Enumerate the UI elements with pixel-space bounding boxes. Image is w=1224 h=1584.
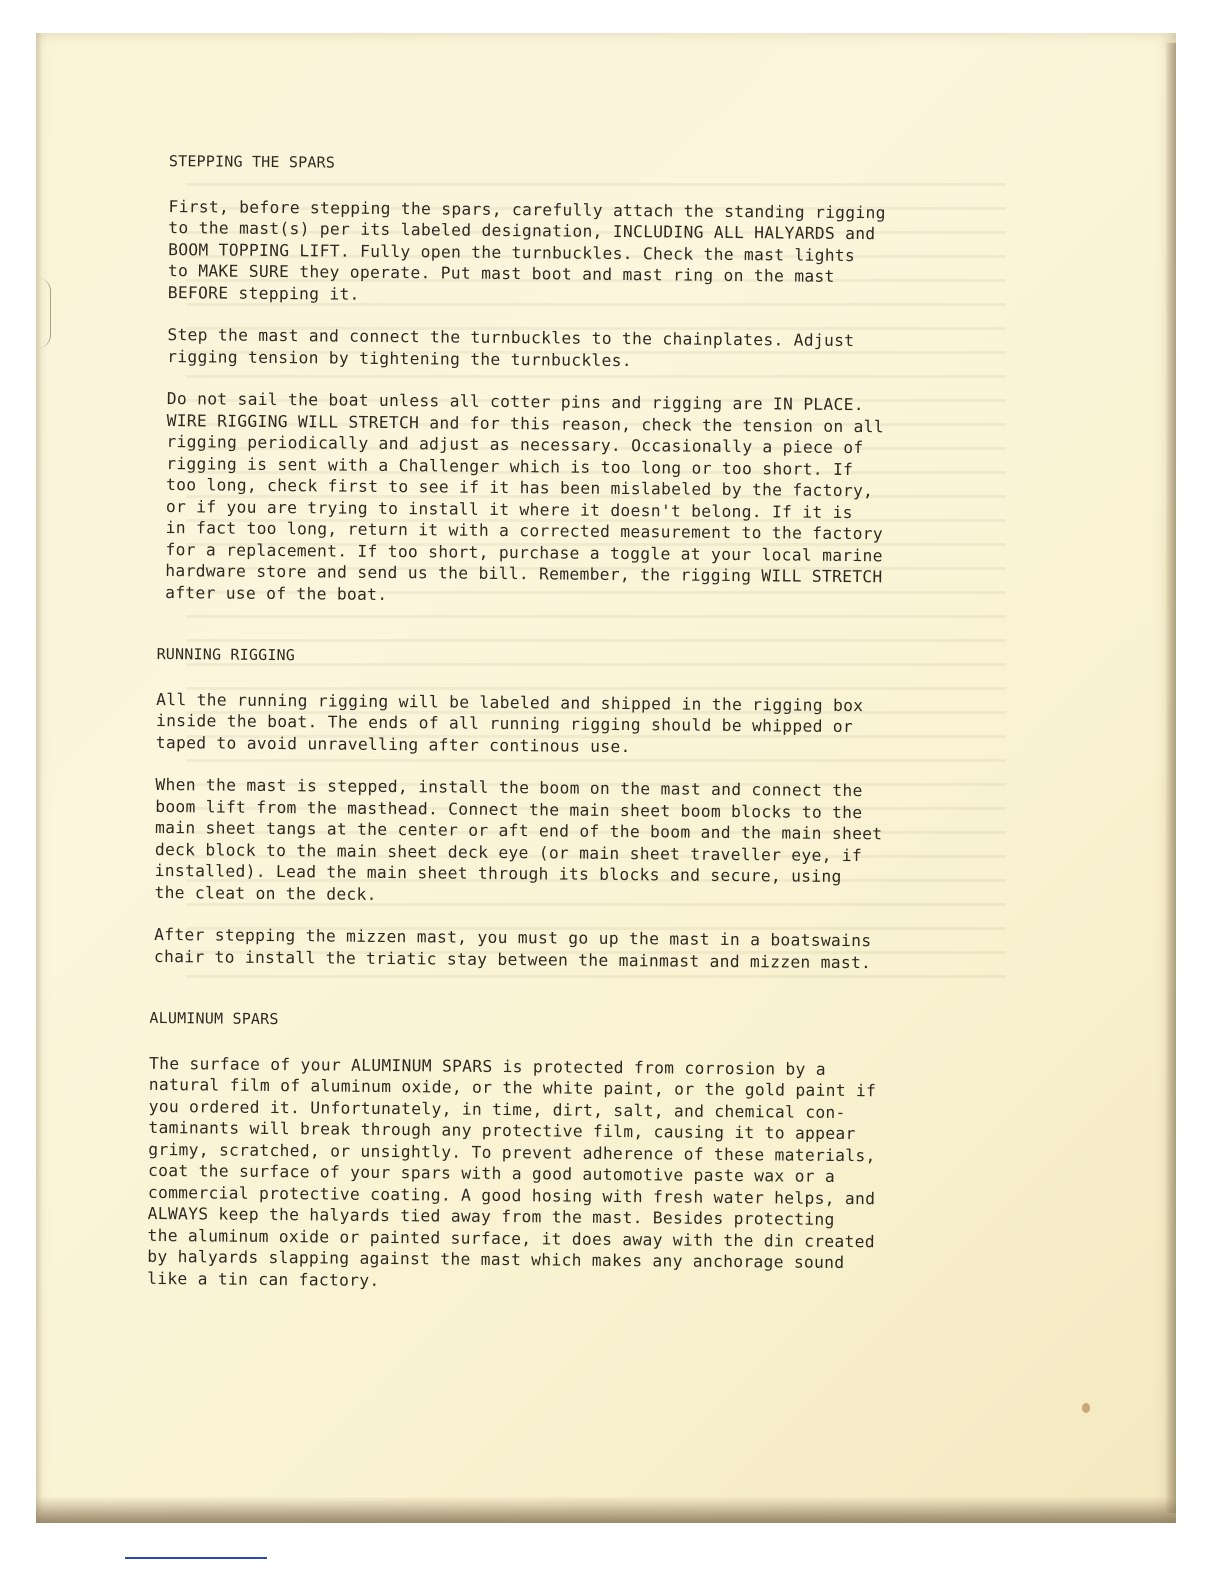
section-heading-stepping-the-spars: STEPPING THE SPARS xyxy=(168,152,336,172)
page-edge-right xyxy=(1166,43,1176,1513)
paragraph: All the running rigging will be labeled and shipped in the rigging box inside the boat. The ends of all running rigging should be whipped or taped to avoid unravelling after continous use. xyxy=(155,689,864,756)
document-body xyxy=(147,151,981,1317)
binding-mark xyxy=(38,278,51,348)
section-heading-aluminum-spars: ALUMINUM SPARS xyxy=(149,1008,279,1029)
section-heading-running-rigging: RUNNING RIGGING xyxy=(156,644,296,665)
stain-mark xyxy=(1082,1403,1090,1413)
footer-rule xyxy=(125,1557,267,1559)
paragraph: After stepping the mizzen mast, you must go up the mast in a boatswains chair to install the triatic stay between the mainmast and mizzen mast. xyxy=(153,924,872,972)
paragraph: Step the mast and connect the turnbuckles to the chainplates. Adjust rigging tension by tightening the turnbuckles. xyxy=(167,325,855,370)
paragraph: Do not sail the boat unless all cotter pins and rigging are IN PLACE. WIRE RIGGING WILL STRETCH and for this reason, check the tension on all rigging periodically and adjust as necessary. Occasionally a piece of rigging is sent with a Challenger which is too long or too short. If too long, check first to see if it has been mislabeled by the factory, or if you are trying to install it where it doesn't belong. If it is in fact too long, return it with a corrected measurement to the factory for a replacement. If too short, purchase a toggle at your local marine hardware store and send us the bill. Remember, the rigging WILL STRETCH after use of the boat. xyxy=(165,389,884,604)
page-edge-left xyxy=(36,33,42,1523)
paragraph: When the mast is stepped, install the boom on the mast and connect the boom lift from the masthead. Connect the main sheet boom blocks to the main sheet tangs at the center or aft end of the boom and the main sheet deck block to the main sheet deck eye (or main sheet traveller eye, if installed). Lead the main sheet through its blocks and secure, using the cleat on the deck. xyxy=(154,774,883,904)
scanned-page xyxy=(36,33,1176,1523)
paragraph: First, before stepping the spars, carefully attach the standing rigging to the mast(s) per its labeled designation, INCLUDING ALL HALYARDS and BOOM TOPPING LIFT. Fully open the turnbuckles. Check the mast lights to MAKE SURE they operate. Put mast boot and mast ring on the mast BEFORE stepping it. xyxy=(167,196,886,304)
page-edge-bottom xyxy=(36,1497,1176,1523)
paragraph: The surface of your ALUMINUM SPARS is protected from corrosion by a natural film of aluminum oxide, or the white paint, or the gold paint if you ordered it. Unfortunately, in time, dirt, salt, and chemical con- taminants will break through any protective film, causing it to appear grimy, scratched, or unsightly. To prevent adherence of these materials, coat the surface of your spars with a good automotive paste wax or a commercial protective coating. A good hosing with fresh water helps, and ALWAYS keep the halyards tied away from the mast. Besides protecting the aluminum oxide or painted surface, it does away with the din created by halyards slapping against the mast which makes any anchorage sound like a tin can factory. xyxy=(147,1053,877,1290)
